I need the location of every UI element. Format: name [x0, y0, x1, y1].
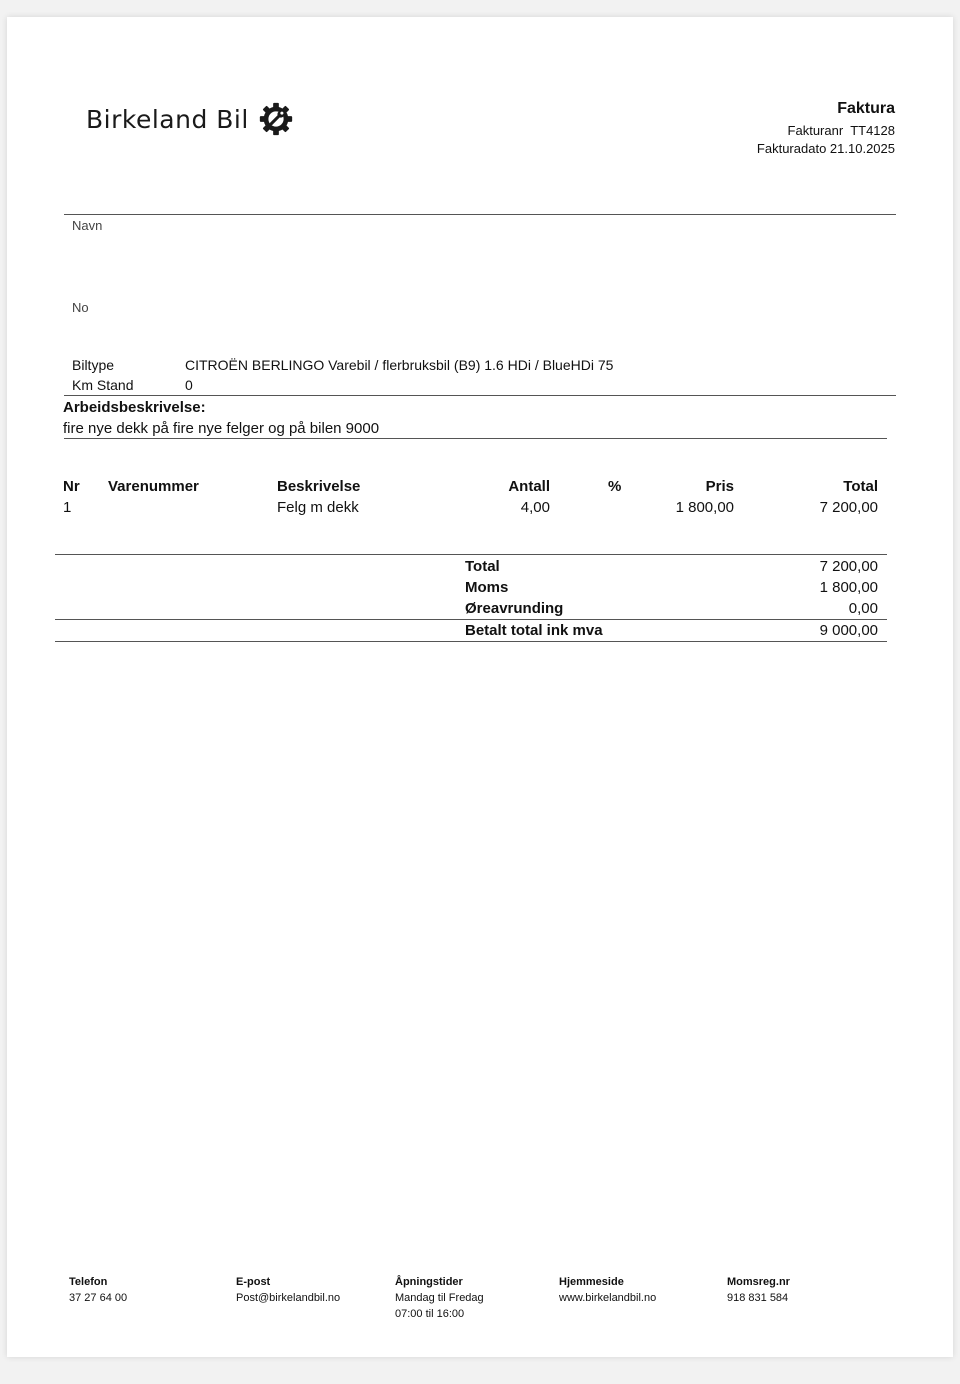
invoice-number-line	[757, 122, 895, 140]
work-heading: Arbeidsbeskrivelse:	[63, 399, 206, 416]
col-header-beskrivelse: Beskrivelse	[277, 478, 361, 495]
row-beskrivelse: Felg m dekk	[277, 499, 359, 516]
invoice-date: 21.10.2025	[829, 141, 895, 156]
summary-top-divider	[55, 554, 887, 555]
footer-website	[559, 1274, 656, 1306]
row-pris: 1 800,00	[675, 499, 734, 516]
summary-paid-value: 9 000,00	[819, 622, 878, 639]
footer-hours-days: Mandag til Fredag	[395, 1292, 484, 1304]
customer-name-label: Navn	[72, 218, 103, 233]
invoice-number-label: Fakturanr	[787, 123, 844, 138]
row-nr: 1	[63, 499, 72, 516]
company-name: Birkeland Bil	[86, 104, 249, 134]
col-header-total: Total	[843, 478, 878, 495]
col-header-percent: %	[608, 478, 622, 495]
invoice-page	[7, 17, 953, 1357]
summary-moms-label: Moms	[465, 579, 509, 596]
vehicle-divider	[64, 395, 896, 396]
footer-email-value: Post@birkelandbil.no	[236, 1292, 341, 1304]
col-header-pris: Pris	[705, 478, 734, 495]
km-label: Km Stand	[72, 377, 134, 393]
summary-bottom-divider	[55, 641, 887, 642]
footer-email	[236, 1274, 340, 1306]
footer-hours	[395, 1274, 484, 1322]
customer-number-label: No	[72, 300, 89, 315]
row-total: 7 200,00	[819, 499, 878, 516]
summary-moms-value: 1 800,00	[819, 579, 878, 596]
footer-phone-value: 37 27 64 00	[69, 1292, 128, 1304]
col-header-nr: Nr	[63, 478, 80, 495]
footer-hours-time: 07:00 til 16:00	[395, 1308, 465, 1320]
footer-vat-label: Momsreg.nr	[727, 1276, 790, 1288]
footer-phone-label: Telefon	[69, 1276, 108, 1288]
footer-website-value: www.birkelandbil.no	[559, 1292, 657, 1304]
company-logo	[86, 100, 295, 138]
invoice-header	[757, 100, 895, 158]
gear-wrench-icon	[257, 100, 295, 138]
row-antall: 4,00	[520, 499, 550, 516]
km-row	[72, 377, 193, 393]
summary-total-value: 7 200,00	[819, 558, 878, 575]
summary-rounding-label: Øreavrunding	[465, 600, 564, 617]
invoice-number: TT4128	[850, 123, 895, 138]
vehicle-type-row	[72, 357, 613, 373]
work-description: fire nye dekk på fire nye felger og på bilen 9000	[63, 420, 380, 437]
footer-hours-label: Åpningstider	[395, 1276, 463, 1288]
summary-total-label: Total	[465, 558, 500, 575]
km-value: 0	[185, 377, 193, 393]
col-header-antall: Antall	[508, 478, 550, 495]
footer-vat	[727, 1274, 790, 1306]
vehicle-type-label: Biltype	[72, 357, 115, 373]
summary-paid-label: Betalt total ink mva	[465, 622, 603, 639]
footer-phone	[69, 1274, 127, 1306]
invoice-date-line	[757, 140, 895, 158]
footer-vat-value: 918 831 584	[727, 1292, 789, 1304]
invoice-title: Faktura	[837, 100, 895, 117]
col-header-varenummer: Varenummer	[108, 478, 199, 495]
customer-divider	[64, 214, 896, 215]
footer-website-label: Hjemmeside	[559, 1276, 624, 1288]
summary-mid-divider	[55, 619, 887, 620]
work-divider	[64, 438, 887, 439]
invoice-date-label: Fakturadato	[756, 141, 827, 156]
summary-rounding-value: 0,00	[848, 600, 878, 617]
vehicle-type-value: CITROËN BERLINGO Varebil / flerbruksbil (B9) 1.6 HDi / BlueHDi 75	[185, 357, 614, 373]
footer-email-label: E-post	[236, 1276, 271, 1288]
